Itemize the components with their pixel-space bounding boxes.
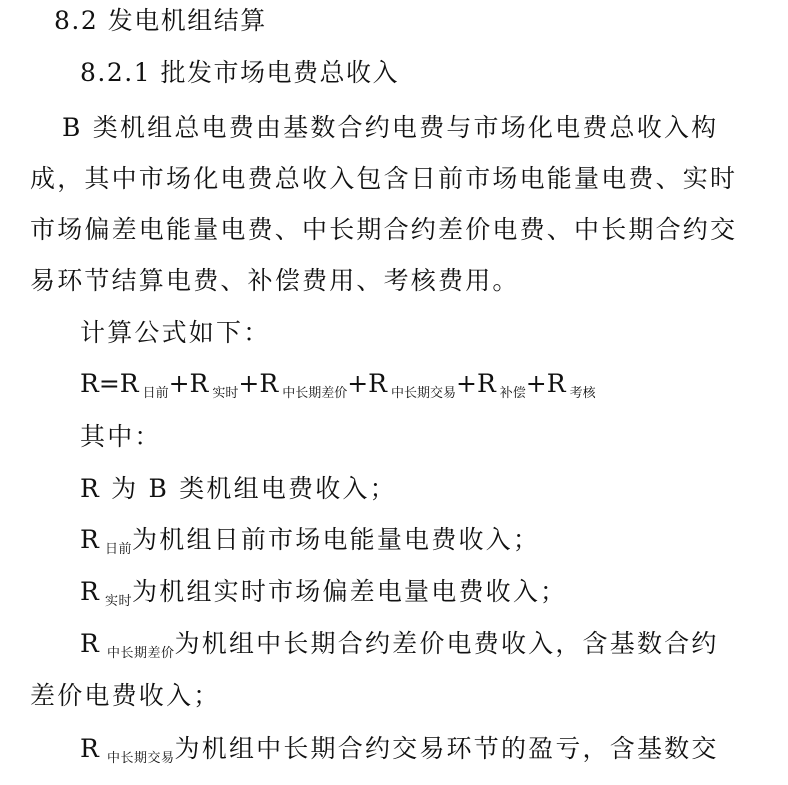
- paragraph-line: B 类机组总电费由基数合约电费与市场化电费总收入构: [62, 113, 719, 142]
- formula-plus: +R: [238, 369, 279, 398]
- definition-r-midlong-trade: [80, 734, 719, 766]
- definition-text: 为机组中长期合约差价电费收入，含基数合约: [174, 629, 719, 658]
- definition-text: 为机组日前市场电能量电费收入；: [132, 525, 541, 554]
- formula-sub-assessment: 考核: [569, 386, 596, 401]
- definition-continuation: 差价电费收入；: [30, 681, 221, 710]
- formula-lhs: R=R: [80, 369, 139, 398]
- definition-text: 为机组实时市场偏差电量电费收入；: [132, 577, 568, 606]
- paragraph-line: 市场偏差电能量电费、中长期合约差价电费、中长期合约交: [30, 215, 738, 244]
- paragraph-line: 成，其中市场化电费总收入包含日前市场电能量电费、实时: [30, 164, 738, 193]
- definition-r: R 为 B 类机组电费收入；: [80, 474, 397, 503]
- definition-subscript: 日前: [105, 542, 133, 557]
- definition-symbol: R: [80, 734, 102, 763]
- formula-sub-realtime: 实时: [212, 386, 239, 401]
- definition-symbol: R: [80, 525, 102, 554]
- definition-text: 为机组中长期合约交易环节的盈亏，含基数交: [174, 734, 719, 763]
- section-heading-8-2: 8.2 发电机组结算: [54, 6, 267, 35]
- formula-sub-midlong-trade: 中长期交易: [390, 386, 456, 401]
- definition-symbol: R: [80, 629, 102, 658]
- formula-intro: 计算公式如下：: [80, 318, 271, 347]
- definition-r-dayahead: [80, 525, 541, 557]
- formula-sub-midlong-diff: 中长期差价: [282, 386, 348, 401]
- definition-subscript: 实时: [105, 594, 133, 609]
- definition-r-midlong-diff: [80, 629, 719, 661]
- formula-plus: +R: [525, 369, 566, 398]
- formula-sub-compensation: 补偿: [499, 386, 526, 401]
- formula-plus: +R: [168, 369, 209, 398]
- formula-plus: +R: [347, 369, 387, 398]
- definition-symbol: R: [80, 577, 102, 606]
- definition-subscript: 中长期交易: [107, 751, 175, 766]
- formula: [80, 369, 596, 401]
- subsection-heading-8-2-1: 8.2.1 批发市场电费总收入: [80, 58, 400, 87]
- where-label: 其中：: [80, 422, 162, 451]
- paragraph-line: 易环节结算电费、补偿费用、考核费用。: [30, 266, 520, 295]
- definition-subscript: 中长期差价: [107, 646, 175, 661]
- formula-sub-dayahead: 日前: [142, 386, 169, 401]
- formula-plus: +R: [456, 369, 496, 398]
- definition-r-realtime: [80, 577, 568, 609]
